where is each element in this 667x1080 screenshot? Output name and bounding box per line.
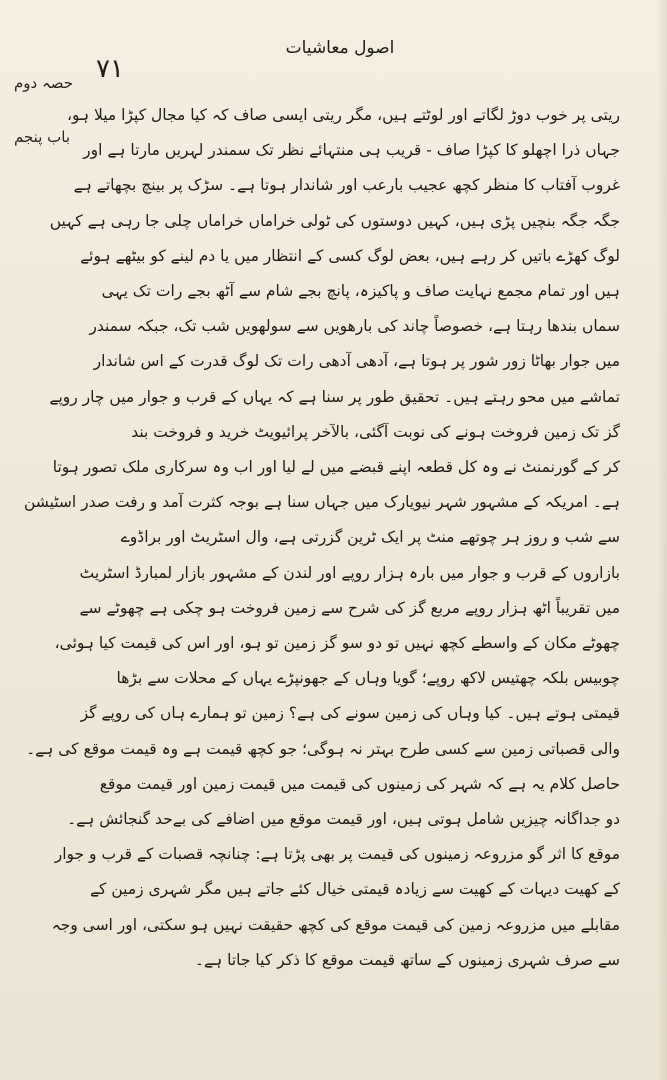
text-line: کر کے گورنمنٹ نے وہ کل قطعہ اپنے قبضے میں لے لیا اور اب وہ سرکاری ملک تصور ہوتا: [52, 458, 620, 477]
text-line: تماشے میں محو رہتے ہیں۔ تحقیق طور پر سنا ہے کہ یہاں کے قرب و جوار میں چار روپے: [49, 387, 620, 406]
text-line: ریتی پر خوب دوڑ لگاتے اور لوٹتے ہیں، مگر ریتی ایسی صاف کہ کیا مجال کپڑا میلا ہو،: [66, 106, 620, 124]
text-line: جہاں ذرا اچھلو کا کپڑا صاف - قریب ہی منتہائے نظر تک سمندر لہریں مارتا ہے اور: [83, 141, 620, 160]
text-line: میں تقریباً اٹھ ہزار روپے مربع گز کی شرح سے زمین فروخت ہو چکی ہے چھوٹے سے: [79, 598, 620, 617]
text-line: کے کھیت دیہات کے کھیت سے زیادہ قیمتی خیال کئے جاتے ہیں مگر شہری زمین کے: [89, 880, 620, 899]
text-line: مقابلے میں مزروعہ زمین کی قیمت موقع کی کچھ حقیقت نہیں ہو سکتی، اور اسی وجہ: [51, 915, 620, 934]
text-line: جگہ جگہ بنچیں پڑی ہیں، کہیں دوستوں کی ٹولی خراماں خراماں چلی جا رہی ہے کہیں: [49, 211, 620, 230]
margin-note-chapter: باب پنجم: [14, 128, 71, 146]
text-line: سے شب و روز ہر چوتھے منٹ پر ایک ٹرین گزرتی ہے، وال اسٹریٹ اور براڈوے: [120, 528, 620, 547]
text-line: سے صرف شہری زمینوں کے ساتھ قیمت موقع کا ذکر کیا جاتا ہے۔: [194, 950, 620, 969]
text-line: چوبیس بلکہ چھتیس لاکھ روپے؛ گویا وہاں کے جھونپڑے یہاں کے محلات سے بڑھا: [116, 669, 620, 688]
text-line: دو جداگانہ چیزیں شامل ہوتی ہیں، اور قیمت موقع میں اضافے کی بےحد گنجائش ہے۔: [67, 810, 620, 829]
text-line: غروب آفتاب کا منظر کچھ عجیب بارعب اور شاندار ہوتا ہے۔ سڑک پر بینچ بچھاتے ہے: [73, 176, 620, 195]
page-number: ۷۱: [96, 54, 124, 84]
text-line: بازاروں کے قرب و جوار میں بارہ ہزار روپے اور لندن کے مشہور بازار لمبارڈ اسٹریٹ: [79, 563, 620, 582]
running-title: اصول معاشیات: [285, 38, 395, 58]
text-line: حاصل کلام یہ ہے کہ شہر کی زمینوں کی قیمت میں قیمت زمین اور قیمت موقع: [99, 774, 620, 793]
text-line: موقع کا اثر گو مزروعہ زمینوں کی قیمت پر بھی پڑتا ہے: چنانچہ قصبات کے قرب و جوار: [54, 845, 620, 864]
text-line: سماں بندھا رہتا ہے، خصوصاً چاند کی بارھویں سے سولھویں شب تک، جبکہ سمندر: [89, 317, 620, 336]
text-line: والی قصباتی زمین سے کسی طرح بہتر نہ ہوگی؛ جو کچھ قیمت ہے وہ قیمت موقع کی ہے۔: [26, 739, 620, 758]
text-line: قیمتی ہوتے ہیں۔ کیا وہاں کی زمین سونے کی ہے؟ زمین تو ہمارے ہاں کی روپے گز: [80, 704, 620, 723]
margin-note-part: حصہ دوم: [14, 74, 74, 92]
text-line: چھوٹے مکان کے واسطے کچھ نہیں تو دو سو گز زمین تو ہو، اور اس کی قیمت کیا ہوئی،: [54, 634, 620, 653]
text-line: ہیں اور تمام مجمع نہایت صاف و پاکیزہ، پانچ بجے شام سے آٹھ بجے رات تک یہی: [101, 282, 620, 301]
text-line: لوگ کھڑے باتیں کر رہے ہیں، بعض لوگ کسی کے انتظار میں یا دم لینے کو بیٹھے ہوئے: [80, 246, 620, 265]
text-line: میں جوار بھاٹا زور شور پر ہوتا ہے، آدھی آدھی رات تک لوگ قدرت کے اس شاندار: [93, 352, 620, 371]
page-edge-shadow: [657, 0, 667, 1080]
text-line: ہے۔ امریکہ کے مشہور شہر نیویارک میں جہاں سنا ہے بوجہ کثرت آمد و رفت صدر اسٹیشن: [23, 493, 620, 512]
text-line: گز تک زمین فروخت ہونے کی نوبت آگئی، بالآخر پرائیویٹ خرید و فروخت بند: [131, 422, 620, 441]
